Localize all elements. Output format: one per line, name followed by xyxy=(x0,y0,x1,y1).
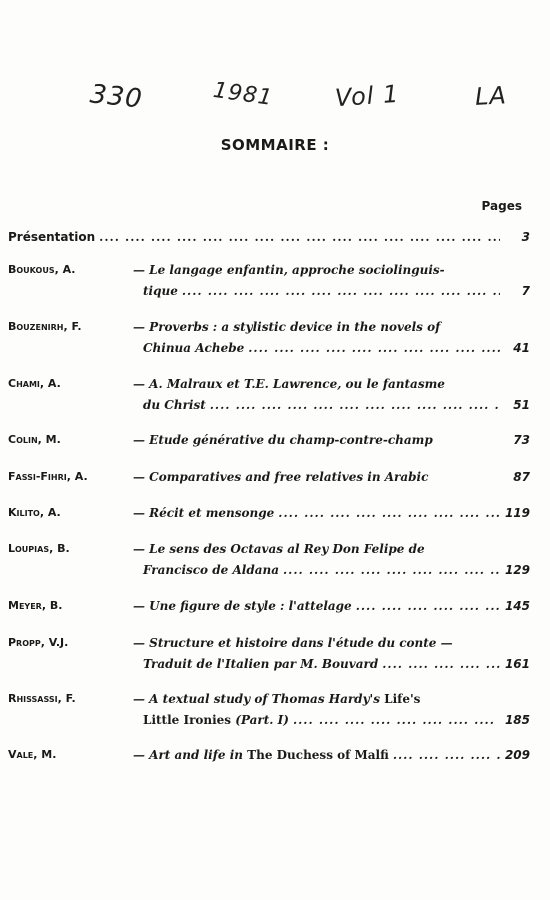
page-number: 119 xyxy=(504,506,530,520)
entry-title xyxy=(133,470,530,491)
page-number: 51 xyxy=(513,398,530,412)
entry-title-work: Little Ironies xyxy=(143,713,232,727)
entry-title xyxy=(133,506,530,527)
handwritten-note: 1981 xyxy=(211,77,275,112)
entry-title-line: — Le sens des Octavas al Rey Don Felipe de xyxy=(133,542,425,556)
page-number: 145 xyxy=(504,599,530,613)
entry-author: Meyer, B. xyxy=(8,599,63,612)
entry-author: Chami, A. xyxy=(8,377,61,390)
entry-title xyxy=(133,377,530,419)
page-number: 129 xyxy=(504,563,530,577)
dot-leader xyxy=(182,284,500,298)
entry-title-line: — A. Malraux et T.E. Lawrence, ou le fantasme xyxy=(133,377,445,391)
dot-leader xyxy=(283,563,500,577)
toc-presentation-row xyxy=(8,230,530,244)
entry-title xyxy=(133,263,530,305)
entry-title-line: (Part. I) xyxy=(235,713,289,727)
entry-title xyxy=(133,599,530,620)
dot-leader xyxy=(393,748,500,762)
entry-author: Vale, M. xyxy=(8,748,57,761)
dot-leader xyxy=(99,230,500,244)
handwritten-note: LA xyxy=(474,81,508,111)
page-number: 209 xyxy=(504,748,530,762)
entry-author: Loupias, B. xyxy=(8,542,70,555)
entry-author: Fassi-Fihri, A. xyxy=(8,470,88,483)
entry-title-line: — Etude générative du champ-contre-champ xyxy=(133,433,433,447)
entry-title-line: — Art and life in xyxy=(133,748,243,762)
entry-title xyxy=(133,542,530,584)
page-number: 87 xyxy=(513,470,530,484)
handwritten-note: 330 xyxy=(88,79,145,115)
entry-title xyxy=(133,636,530,678)
handwritten-notes xyxy=(0,77,550,122)
entry-title-line: Francisco de Aldana xyxy=(143,563,279,577)
entry-author: Colin, M. xyxy=(8,433,61,446)
entry-title-line: — Une figure de style : l'attelage xyxy=(133,599,352,613)
dot-leader xyxy=(278,506,500,520)
dot-leader xyxy=(293,713,500,727)
entry-author: Kilito, A. xyxy=(8,506,61,519)
page-number: 73 xyxy=(513,433,530,447)
dot-leader xyxy=(382,657,500,671)
entry-author: Bouzenirh, F. xyxy=(8,320,82,333)
entry-title-line: — Proverbs : a stylistic device in the novels of xyxy=(133,320,441,334)
entry-title xyxy=(133,320,530,362)
entry-title-line: Traduit de l'Italien par M. Bouvard xyxy=(143,657,379,671)
entry-author: Rhissassi, F. xyxy=(8,692,76,705)
entry-title-line: du Christ xyxy=(143,398,206,412)
entry-title-line: — A textual study of Thomas Hardy's xyxy=(133,692,380,706)
entry-title-line: — Structure et histoire dans l'étude du conte — xyxy=(133,636,453,650)
page-title: SOMMAIRE : xyxy=(220,136,330,154)
page-number: 3 xyxy=(521,230,530,244)
entry-title-line: — Comparatives and free relatives in Arabic xyxy=(133,470,429,484)
entry-title xyxy=(133,433,530,454)
entry-author: Propp, V.J. xyxy=(8,636,69,649)
dot-leader xyxy=(356,599,500,613)
entry-title xyxy=(133,748,530,769)
dot-leader xyxy=(210,398,500,412)
entry-title-line: — Le langage enfantin, approche sociolinguis- xyxy=(133,263,445,277)
toc-presentation-label: Présentation xyxy=(8,230,96,244)
handwritten-note: Vol 1 xyxy=(334,79,401,113)
page-number: 161 xyxy=(504,657,530,671)
entry-title-line: Chinua Achebe xyxy=(143,341,245,355)
entry-title-line: — Récit et mensonge xyxy=(133,506,275,520)
entry-title-work: Life's xyxy=(384,692,421,706)
page-number: 41 xyxy=(513,341,530,355)
entry-title xyxy=(133,692,530,734)
entry-title-line: tique xyxy=(143,284,178,298)
entry-title-work: The Duchess of Malfi xyxy=(247,748,389,762)
page-number: 185 xyxy=(504,713,530,727)
entry-author: Boukous, A. xyxy=(8,263,76,276)
pages-column-label: Pages xyxy=(481,199,522,213)
page-number: 7 xyxy=(521,284,530,298)
dot-leader xyxy=(248,341,500,355)
